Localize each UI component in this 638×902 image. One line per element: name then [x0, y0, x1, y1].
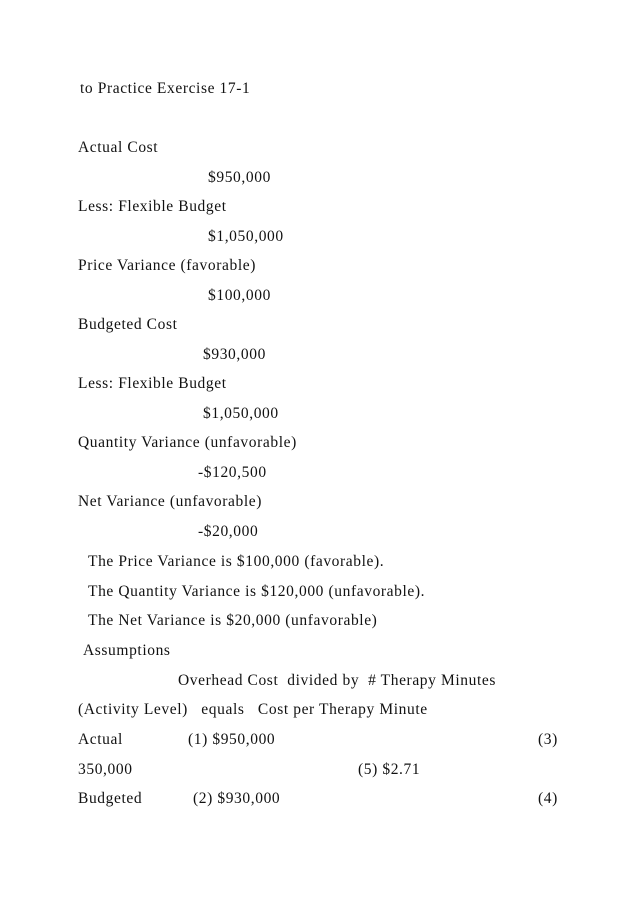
table-actual-label: Actual: [78, 731, 123, 748]
actual-cost-value: $950,000: [208, 169, 271, 186]
price-variance-summary: The Price Variance is $100,000 (favorable).: [88, 553, 385, 570]
table-budgeted-cost: (2) $930,000: [193, 790, 281, 807]
assumptions-heading: Assumptions: [83, 642, 171, 659]
flexible-budget-value-2: $1,050,000: [203, 405, 279, 422]
flexible-budget-label-2: Less: Flexible Budget: [78, 375, 227, 392]
net-variance-label: Net Variance (unfavorable): [78, 493, 263, 510]
budgeted-cost-value: $930,000: [203, 346, 266, 363]
assumptions-formula-line-1: Overhead Cost divided by # Therapy Minutes: [178, 672, 496, 689]
price-variance-value: $100,000: [208, 287, 271, 304]
net-variance-summary: The Net Variance is $20,000 (unfavorable): [88, 612, 378, 629]
table-budgeted-label: Budgeted: [78, 790, 143, 807]
table-budgeted-ref: (4): [538, 790, 558, 807]
actual-cost-label: Actual Cost: [78, 139, 159, 156]
page-heading: to Practice Exercise 17-1: [80, 80, 251, 97]
quantity-variance-summary: The Quantity Variance is $120,000 (unfavorable).: [88, 583, 426, 600]
price-variance-label: Price Variance (favorable): [78, 257, 256, 274]
table-actual-rate: (5) $2.71: [358, 761, 421, 778]
quantity-variance-label: Quantity Variance (unfavorable): [78, 434, 297, 451]
flexible-budget-label-1: Less: Flexible Budget: [78, 198, 227, 215]
table-actual-cost: (1) $950,000: [188, 731, 276, 748]
net-variance-value: -$20,000: [198, 523, 259, 540]
quantity-variance-value: -$120,500: [198, 464, 267, 481]
flexible-budget-value-1: $1,050,000: [208, 228, 284, 245]
table-actual-minutes: 350,000: [78, 761, 133, 778]
table-actual-ref: (3): [538, 731, 558, 748]
budgeted-cost-label: Budgeted Cost: [78, 316, 178, 333]
assumptions-formula-line-2: (Activity Level) equals Cost per Therapy Minute: [78, 701, 428, 718]
